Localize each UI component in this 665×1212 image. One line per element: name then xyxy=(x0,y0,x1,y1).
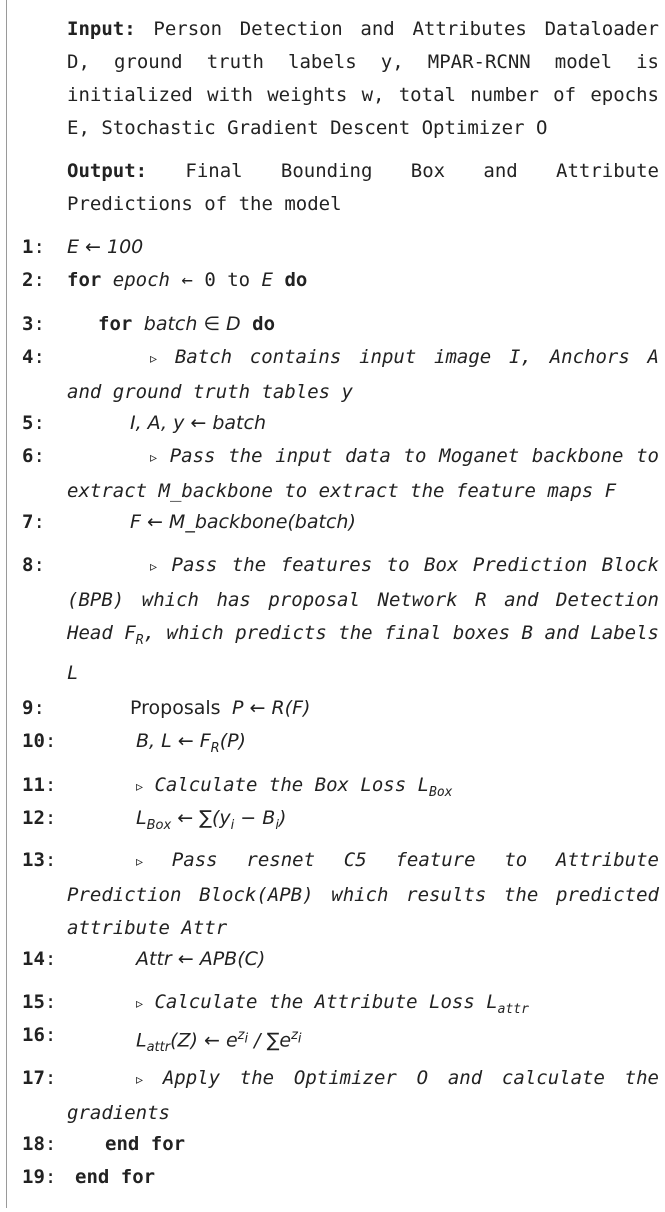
output-block xyxy=(67,155,659,221)
step-number: 11: xyxy=(22,774,57,796)
step-11 xyxy=(0,769,659,802)
step-number: 10: xyxy=(22,730,57,752)
step-number: 16: xyxy=(22,1024,57,1046)
step-text: I, A, y ← batch xyxy=(130,412,266,434)
step-number: 1: xyxy=(22,236,45,258)
step-18 xyxy=(0,1128,659,1161)
comment-triangle-icon: ▹ xyxy=(136,854,144,870)
step-13 xyxy=(0,844,659,939)
step-17 xyxy=(0,1062,659,1124)
comment-triangle-icon: ▹ xyxy=(150,351,158,367)
step-text: ▹ Pass resnet C5 feature to Attribute Prediction Block(APB) which results the predicted attribute Attr xyxy=(67,849,659,939)
step-5 xyxy=(0,407,659,440)
step-number: 15: xyxy=(22,991,57,1013)
step-text: for batch ∈ D do xyxy=(98,313,276,335)
step-4 xyxy=(0,341,659,403)
step-number: 4: xyxy=(22,346,45,368)
step-number: 2: xyxy=(22,269,45,291)
step-14 xyxy=(0,943,659,976)
step-16 xyxy=(0,1019,659,1056)
step-3 xyxy=(0,308,659,341)
step-text: end for xyxy=(105,1133,186,1155)
step-text: ▹ Calculate the Attribute Loss $L_{attr}$ xyxy=(136,991,529,1017)
step-8 xyxy=(0,549,659,684)
input-label: Input: xyxy=(67,18,136,40)
comment-triangle-icon: ▹ xyxy=(150,559,158,575)
step-2 xyxy=(0,264,659,297)
step-number: 5: xyxy=(22,412,45,434)
step-text: ▹ Pass the features to Box Prediction Block (BPB) which has proposal Network R and Detection Head $F_R$, which predicts the final boxes B and Labels L xyxy=(67,554,659,684)
step-text: E ← 100 xyxy=(67,236,144,258)
step-1 xyxy=(0,231,659,264)
step-number: 13: xyxy=(22,849,57,871)
step-text: ▹ Batch contains input image I, Anchors A and ground truth tables y xyxy=(67,346,659,403)
step-9 xyxy=(0,692,659,725)
input-block xyxy=(67,13,659,145)
step-19 xyxy=(0,1161,659,1194)
step-text: F ← M_backbone(batch) xyxy=(130,511,356,533)
output-text: Final Bounding Box and Attribute Predictions of the model xyxy=(67,160,659,215)
step-text: Proposals P ← R(F) xyxy=(130,697,311,719)
step-text: ▹ Calculate the Box Loss $L_{Box}$ xyxy=(136,774,453,800)
step-6 xyxy=(0,440,659,502)
output-label: Output: xyxy=(67,160,148,182)
comment-triangle-icon: ▹ xyxy=(136,996,144,1012)
step-12 xyxy=(0,802,659,835)
step-number: 18: xyxy=(22,1133,57,1155)
step-text: for epoch ← 0 to E do xyxy=(67,269,308,291)
step-text: ▹ Pass the input data to Moganet backbone to extract M_backbone to extract the feature maps F xyxy=(67,445,659,502)
step-number: 8: xyxy=(22,554,45,576)
step-7 xyxy=(0,506,659,539)
step-number: 3: xyxy=(22,313,45,335)
step-10 xyxy=(0,725,659,758)
comment-triangle-icon: ▹ xyxy=(136,1072,144,1088)
step-text: $L_{Box}$ ← $\sum(y_i - B_i)$ xyxy=(136,807,287,833)
step-number: 7: xyxy=(22,511,45,533)
step-number: 19: xyxy=(22,1166,57,1188)
comment-triangle-icon: ▹ xyxy=(150,450,158,466)
step-number: 12: xyxy=(22,807,57,829)
step-number: 6: xyxy=(22,445,45,467)
step-text: ▹ Apply the Optimizer O and calculate the gradients xyxy=(67,1067,659,1124)
step-number: 14: xyxy=(22,948,57,970)
step-text: Attr ← APB(C) xyxy=(136,948,266,970)
step-15 xyxy=(0,986,659,1019)
step-number: 17: xyxy=(22,1067,57,1089)
step-text: end for xyxy=(75,1166,156,1188)
comment-triangle-icon: ▹ xyxy=(136,779,144,795)
step-text: $L_{attr}(Z)$ ← $e^{z_i} / \sum e^{z_i}$ xyxy=(136,1028,302,1056)
input-text: Person Detection and Attributes Dataloader D, ground truth labels y, MPAR-RCNN model is initialized with weights w, total number of epochs E, Stochastic Gradient Descent Optimizer O xyxy=(67,18,659,139)
step-text: B, L ← $F_R(P)$ xyxy=(136,730,246,756)
step-number: 9: xyxy=(22,697,45,719)
